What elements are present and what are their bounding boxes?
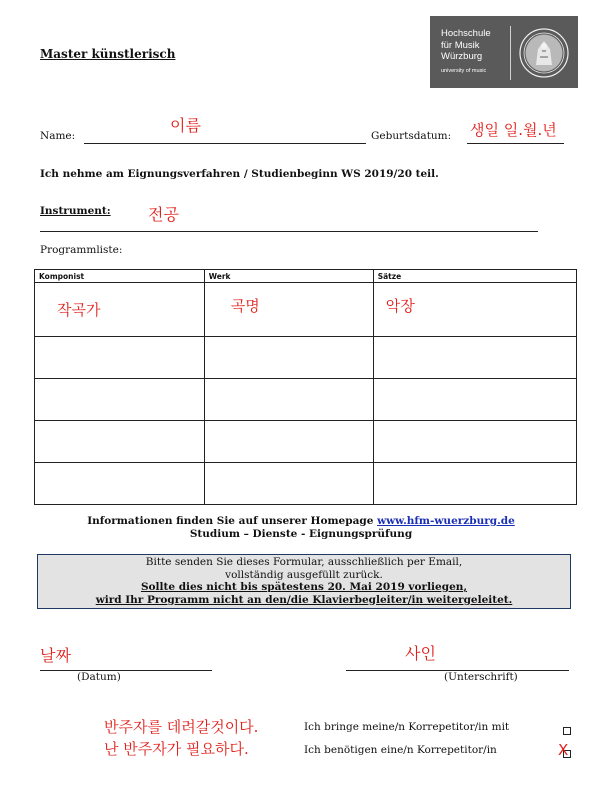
- accompanist-note-2: 난 반주자가 필요하다.: [104, 740, 249, 758]
- table-cell[interactable]: [373, 283, 576, 337]
- table-cell[interactable]: [204, 463, 373, 505]
- logo-line-2: für Musik: [441, 39, 480, 51]
- checkbox-bring-accompanist[interactable]: [563, 727, 571, 735]
- university-logo: [430, 16, 578, 88]
- table-row: [35, 283, 577, 337]
- programme-table: [34, 269, 577, 505]
- notice-line-4: wird Ihr Programm nicht an den/die Klavierbegleiter/in weitergeleitet.: [95, 593, 513, 606]
- table-row: [35, 421, 577, 463]
- birthdate-label: Geburtsdatum:: [371, 130, 452, 142]
- table-row: [35, 463, 577, 505]
- composer-handwritten: 작곡가: [57, 301, 101, 319]
- checkbox-mark: X: [558, 741, 569, 759]
- header-composer: Komponist: [35, 270, 205, 283]
- table-cell[interactable]: [35, 421, 205, 463]
- info-subline: Studium – Dienste - Eignungsprüfung: [189, 528, 413, 540]
- signature-handwritten: 사인: [405, 644, 436, 663]
- info-block: [0, 515, 602, 541]
- table-header-row: [35, 270, 577, 283]
- date-handwritten: 날짜: [40, 646, 71, 665]
- table-cell[interactable]: [373, 463, 576, 505]
- table-cell[interactable]: [204, 379, 373, 421]
- table-cell[interactable]: [373, 337, 576, 379]
- movements-handwritten: 악장: [385, 297, 415, 315]
- notice-line-1: Bitte senden Sie dieses Formular, ausschließlich per Email,: [145, 556, 463, 568]
- accompanist-note-1: 반주자를 데려갈것이다.: [104, 718, 259, 736]
- logo-subtitle: university of music: [441, 68, 487, 74]
- header-work: Werk: [204, 270, 373, 283]
- table-cell[interactable]: [204, 421, 373, 463]
- name-line[interactable]: [84, 143, 366, 144]
- logo-divider: [510, 26, 511, 80]
- info-text: Informationen finden Sie auf unserer Homepage: [87, 515, 374, 527]
- name-handwritten: 이름: [170, 116, 201, 135]
- date-label: (Datum): [77, 671, 121, 683]
- instrument-handwritten: 전공: [148, 205, 179, 224]
- table-cell[interactable]: [35, 283, 205, 337]
- document-type-title: Master künstlerisch: [40, 47, 176, 61]
- table-cell[interactable]: [35, 337, 205, 379]
- notice-line-3: Sollte dies nicht bis spätestens 20. Mai 2019 vorliegen,: [140, 581, 468, 593]
- participation-statement: Ich nehme am Eignungsverfahren / Studienbeginn WS 2019/20 teil.: [40, 168, 439, 180]
- table-row: [35, 337, 577, 379]
- instrument-label: Instrument:: [40, 205, 111, 217]
- table-row: [35, 379, 577, 421]
- date-line[interactable]: [40, 670, 212, 671]
- submission-notice: [37, 554, 571, 609]
- notice-line-2: vollständig ausgefüllt zurück.: [225, 568, 383, 581]
- university-seal-icon: [518, 27, 570, 79]
- logo-line-3: Würzburg: [441, 51, 483, 62]
- table-cell[interactable]: [204, 283, 373, 337]
- instrument-line[interactable]: [40, 231, 538, 232]
- table-cell[interactable]: [204, 337, 373, 379]
- programme-label: Programmliste:: [40, 244, 123, 256]
- table-cell[interactable]: [373, 379, 576, 421]
- birthdate-handwritten: 생일 일.월.년: [470, 121, 557, 139]
- header-movements: Sätze: [373, 270, 576, 283]
- homepage-link[interactable]: www.hfm-wuerzburg.de: [377, 515, 515, 527]
- logo-line-1: Hochschule: [441, 28, 491, 39]
- name-label: Name:: [40, 130, 76, 142]
- signature-label: (Unterschrift): [444, 671, 518, 683]
- work-handwritten: 곡명: [230, 297, 260, 315]
- option-need-accompanist: Ich benötigen eine/n Korrepetitor/in: [304, 744, 497, 756]
- table-cell[interactable]: [35, 463, 205, 505]
- birthdate-line[interactable]: [467, 143, 564, 144]
- option-bring-accompanist: Ich bringe meine/n Korrepetitor/in mit: [304, 721, 510, 733]
- table-cell[interactable]: [35, 379, 205, 421]
- table-cell[interactable]: [373, 421, 576, 463]
